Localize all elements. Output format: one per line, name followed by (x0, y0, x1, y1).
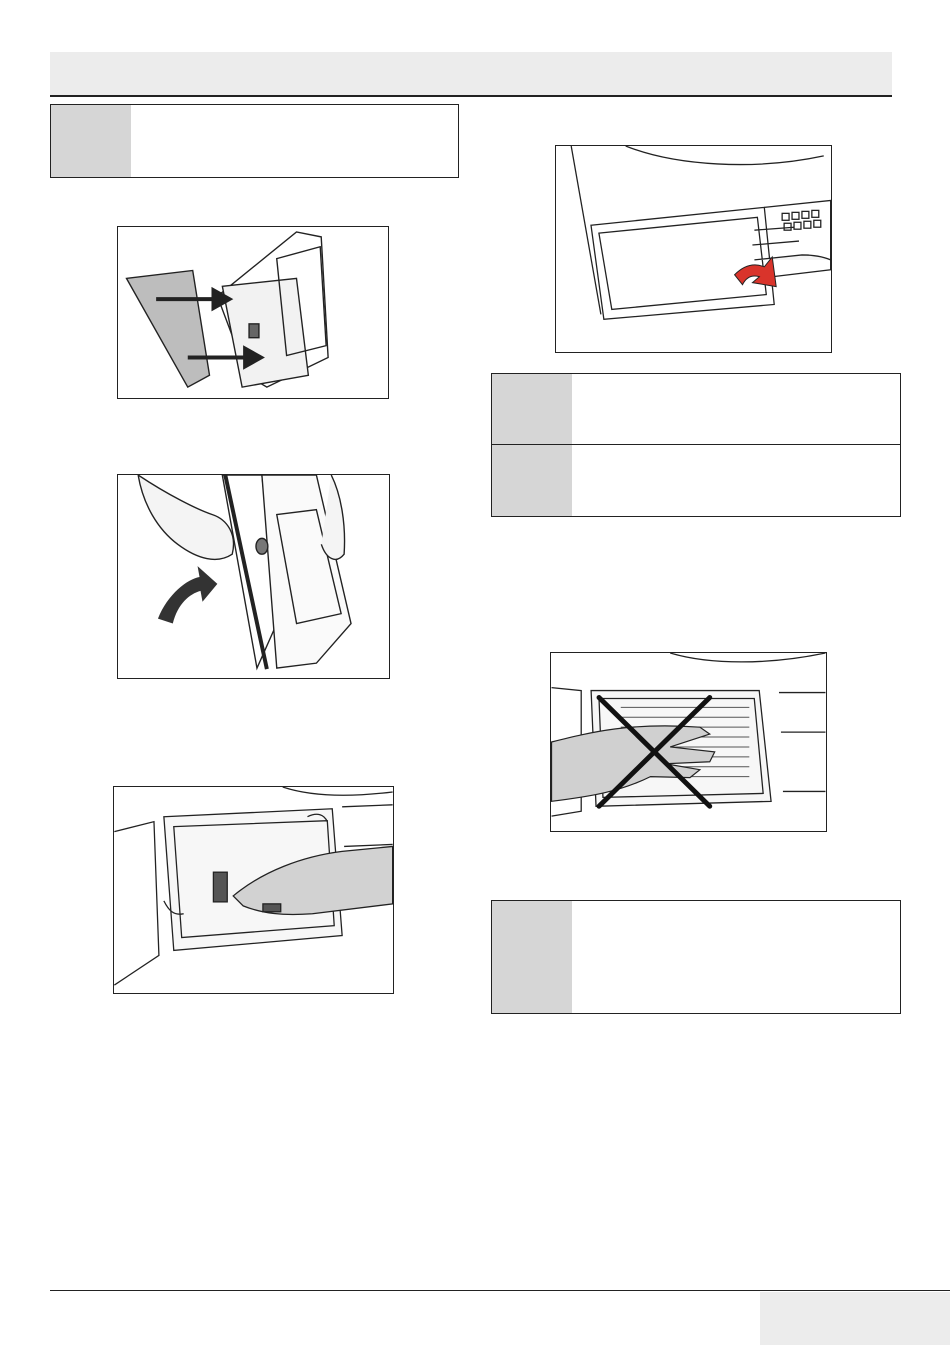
hand-in-cavity-illustration (114, 787, 393, 993)
note-tab (492, 374, 572, 516)
figure-open-panel (555, 145, 832, 353)
note-tab (492, 901, 572, 1013)
page-number-box (760, 1292, 950, 1345)
figure-filter-insert (117, 226, 389, 399)
note-divider (492, 444, 900, 445)
header-rule (50, 95, 892, 97)
note-box-right-bottom (491, 900, 901, 1014)
note-box-right-stack (491, 373, 901, 517)
hand-opening-filter-illustration (118, 475, 389, 678)
open-kickplate-illustration (556, 146, 831, 352)
figure-do-not-touch (550, 652, 827, 832)
note-tab (51, 105, 131, 177)
note-box-left (50, 104, 459, 178)
footer-rule (50, 1290, 950, 1291)
figure-heat-exchanger-cover (113, 786, 394, 994)
do-not-touch-x-illustration (551, 653, 826, 831)
header-bar (50, 52, 892, 95)
filter-drawer-illustration (118, 227, 388, 398)
figure-filter-open (117, 474, 390, 679)
